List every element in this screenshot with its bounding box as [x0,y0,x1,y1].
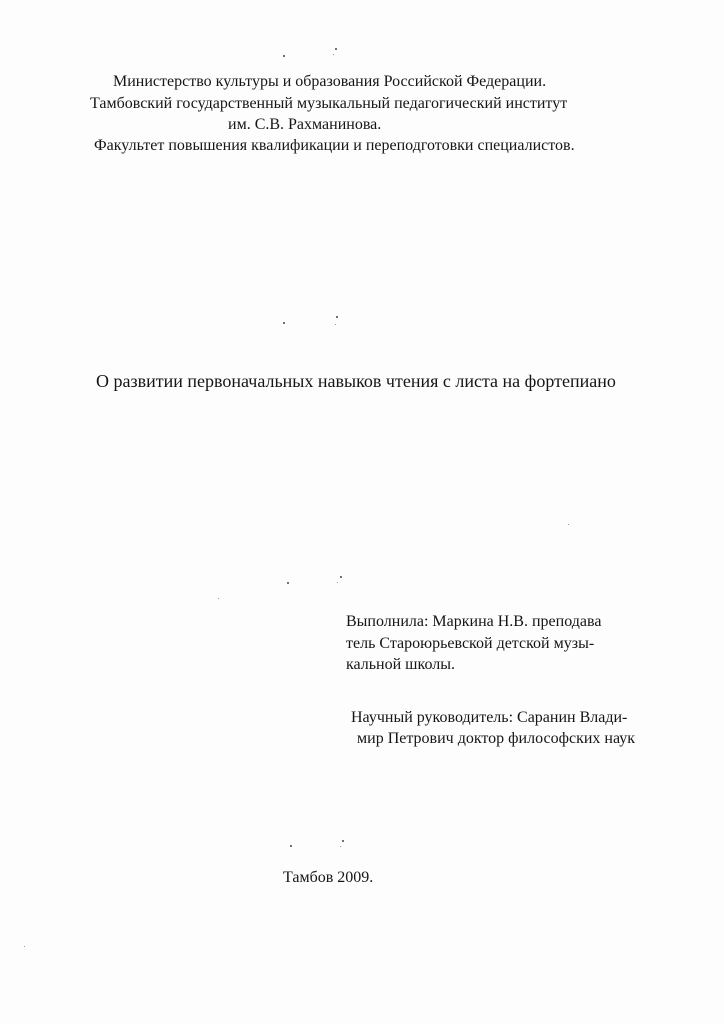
scan-mark [340,846,341,847]
city-year: Тамбов 2009. [283,869,374,886]
scan-mark [283,322,285,324]
author-line-3: кальной школы. [346,656,455,673]
scan-mark [290,845,292,847]
scan-mark [336,316,338,318]
header-institute-name: им. С.В. Рахманинова. [228,116,382,133]
author-line-1: Выполнила: Маркина Н.В. преподава [346,613,602,630]
supervisor-line-2: мир Петрович доктор философских наук [357,730,636,747]
header-faculty: Факультет повышения квалификации и переподготовки специалистов. [94,137,575,154]
scan-mark [340,576,342,578]
scan-mark [342,840,344,842]
scan-mark [24,946,25,947]
scan-mark [287,582,289,584]
scan-mark [335,324,336,325]
scan-mark [337,582,338,583]
scan-mark [218,598,219,599]
scan-mark [333,54,334,55]
scan-mark [335,48,337,50]
supervisor-line-1: Научный руководитель: Саранин Влади- [351,709,628,726]
scan-mark [283,55,285,57]
author-line-2: тель Староюрьевской детской музы- [346,635,595,652]
scan-mark [568,524,569,525]
document-title: О развитии первоначальных навыков чтения с листа на фортепиано [96,371,616,391]
header-institute: Тамбовский государственный музыкальный педагогический институт [90,95,568,112]
header-ministry: Министерство культуры и образования Российской Федерации. [113,73,547,90]
